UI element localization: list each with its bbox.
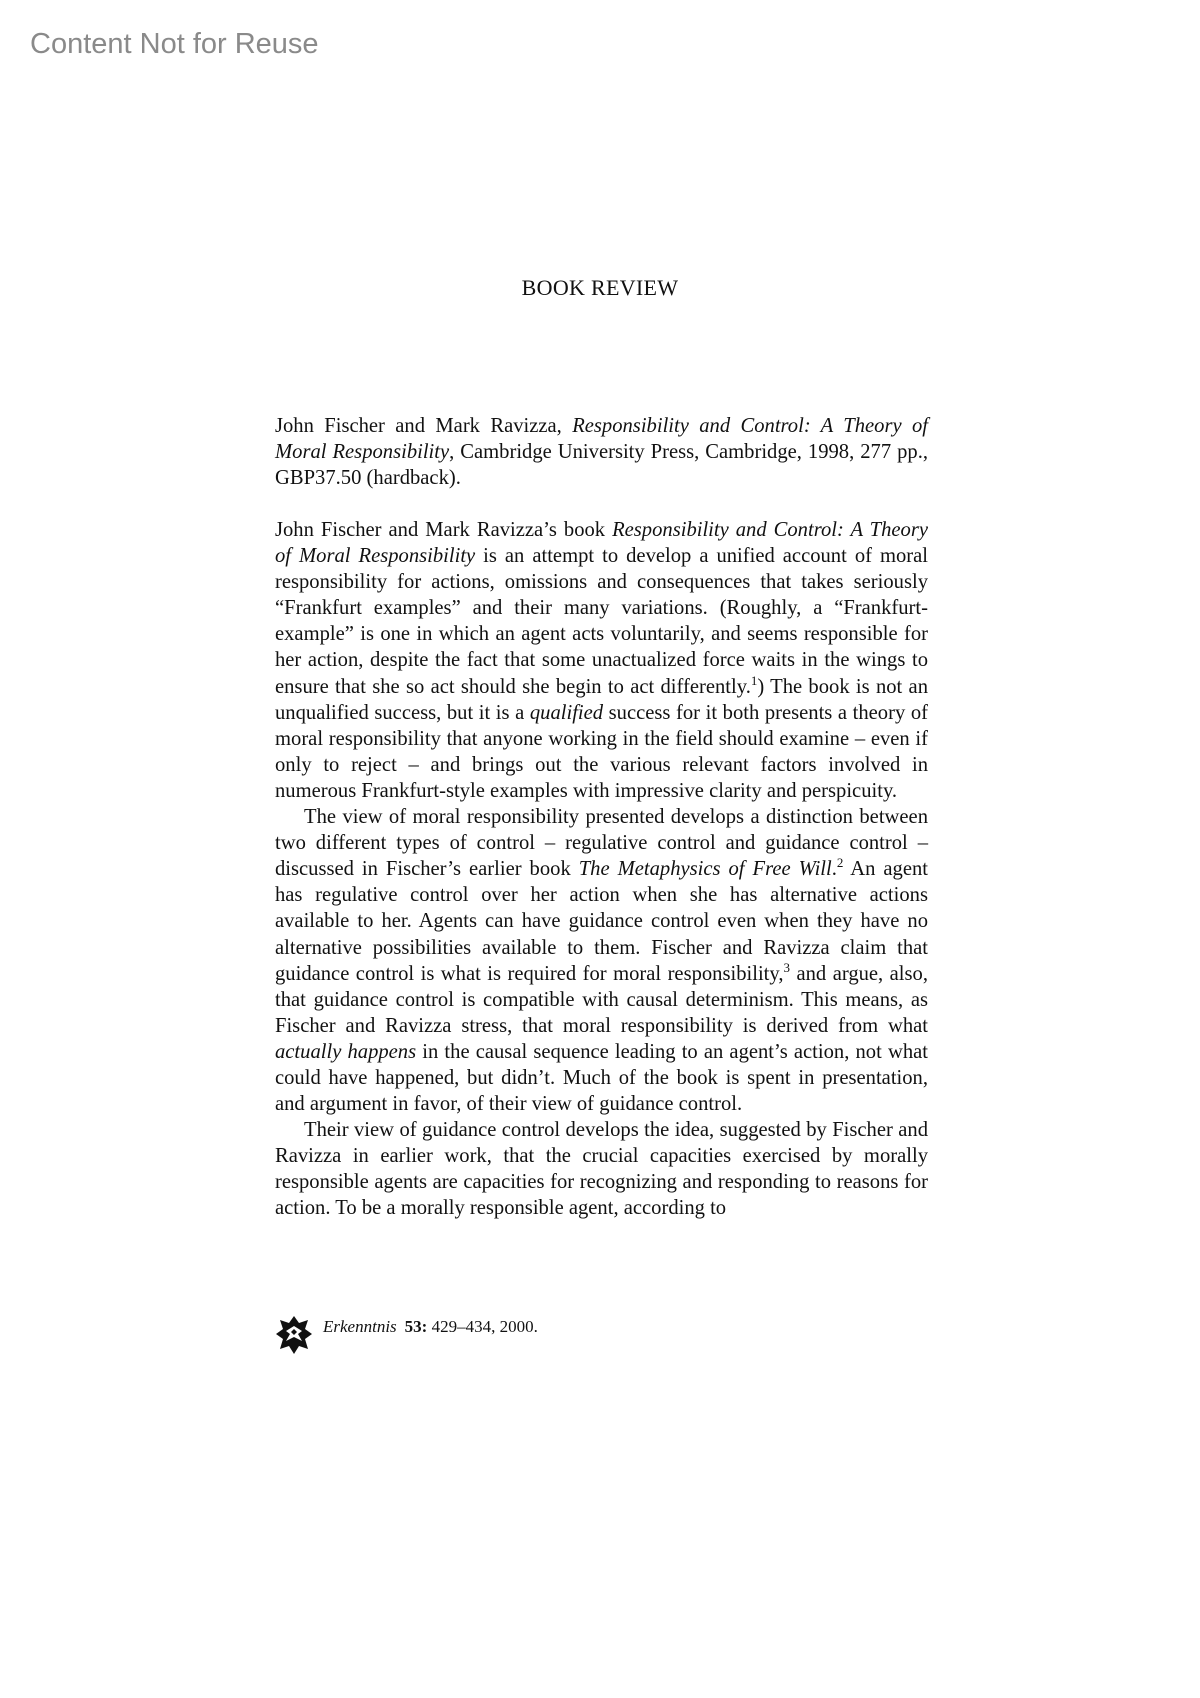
- footnote-ref-1[interactable]: 1: [750, 672, 758, 688]
- watermark-text: Content Not for Reuse: [30, 28, 319, 60]
- citation-book-title: Responsibility and Control: A Theory of Moral Responsibility: [275, 415, 928, 464]
- springer-horse-logo-icon: [275, 1315, 313, 1355]
- book-citation: [275, 413, 928, 491]
- p2-book-title: The Metaphysics of Free Will: [578, 858, 832, 881]
- journal-name: Erkenntnis: [323, 1317, 397, 1336]
- journal-reference: [323, 1317, 538, 1337]
- p2-text-c: .: [831, 858, 837, 881]
- p2-text-d: An agent has regulative control over her action when she has alternative actions available to her. Agents can have guidance control even when they have no alternative possibilities available to them. Fischer and Ravizza claim that guidance control is what is required for moral responsibility,: [275, 858, 928, 985]
- footnote-ref-3[interactable]: 3: [783, 959, 791, 975]
- p1-text-f: success for it both presents a theory of moral responsibility that anyone working in the field should examine – even if only to reject – and brings out the various relevant factors involved in numerous Frankfurt-style examples with impressive clarity and perspicuity.: [275, 701, 928, 802]
- footnote-ref-2[interactable]: 2: [836, 855, 844, 871]
- page-title: BOOK REVIEW: [521, 275, 679, 300]
- p2-emphasis-actually-happens: actually happens: [275, 1040, 417, 1063]
- p3-text-a: Their view of guidance control develops the idea, suggested by Fischer and Ravizza in earlier work, that the crucial capacities exercised by morally responsible agents are capacities for recognizing and responding to reasons for action. To be a morally responsible agent, according to: [275, 1119, 928, 1220]
- p2-text-g: in the causal sequence leading to an agent’s action, not what could have happened, but didn’t. Much of the book is spent in presentation, and argument in favor, of their view of guidance control.: [275, 1040, 929, 1116]
- citation-authors: John Fischer and Mark Ravizza,: [275, 415, 573, 437]
- review-body: [275, 517, 928, 1222]
- p1-text-a: John Fischer and Mark Ravizza’s book: [275, 519, 613, 541]
- paragraph-2: [275, 804, 928, 1117]
- paragraph-3: [275, 1117, 928, 1221]
- p2-text-e: and argue, also, that guidance control is compatible with causal determinism. This means, as Fischer and Ravizza stress, that moral responsibility is derived from what: [275, 962, 928, 1037]
- journal-pages: 429–434, 2000.: [427, 1317, 538, 1336]
- p1-book-title: Responsibility and Control: A Theory of Moral Responsibility: [275, 519, 928, 568]
- paragraph-1: [275, 517, 928, 804]
- page-footer: [275, 1315, 775, 1357]
- p2-text-a: The view of moral responsibility presented develops a distinction between two different types of control – regulative control and guidance control – discussed in Fischer’s earlier book: [275, 806, 928, 881]
- p1-text-d: ) The book is not an unqualified success, but it is a: [275, 675, 928, 724]
- journal-volume: 53:: [404, 1317, 428, 1336]
- p1-emphasis-qualified: qualified: [529, 701, 604, 724]
- citation-publisher: , Cambridge University Press, Cambridge, 1998, 277 pp., GBP37.50 (hardback).: [275, 441, 928, 490]
- p1-text-c: is an attempt to develop a unified account of moral responsibility for actions, omissions and consequences that takes seriously “Frankfurt examples” and their many variations. (Roughly, a “Frankfurt-example” is one in which an agent acts voluntarily, and seems responsible for her action, despite the fact that some unactualized force waits in the wings to ensure that she so act should she begin to act differently.: [275, 545, 929, 698]
